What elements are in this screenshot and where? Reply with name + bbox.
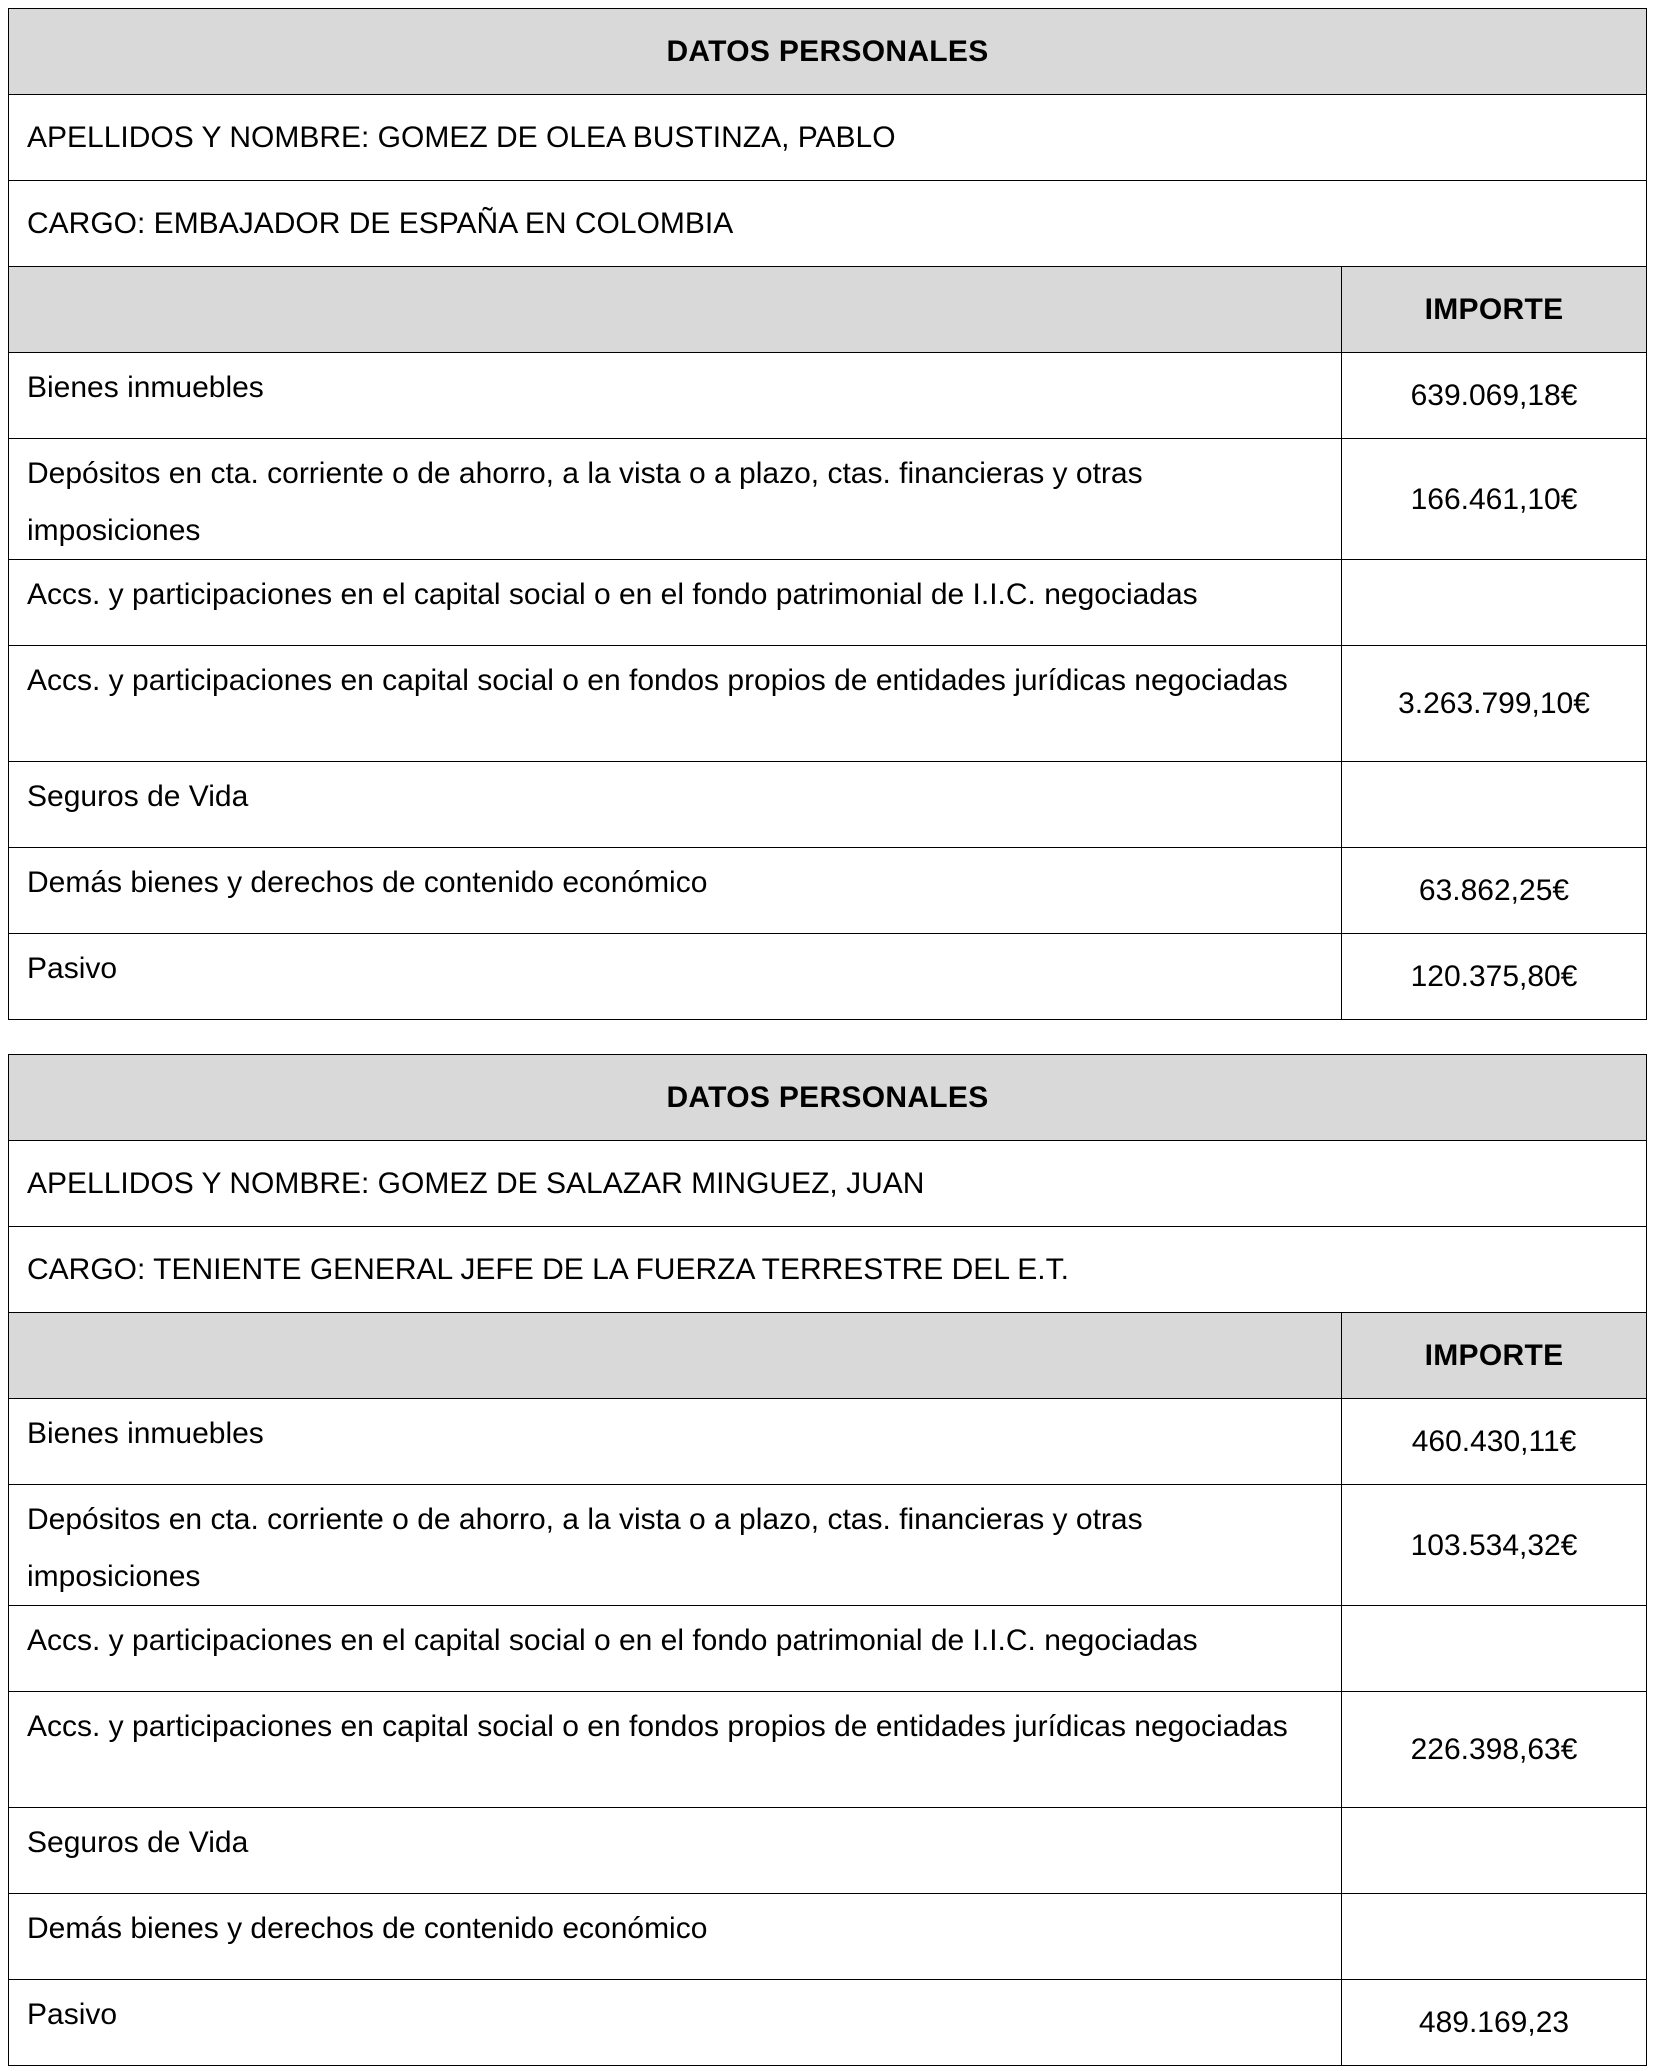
- row-label: Demás bienes y derechos de contenido económico: [9, 1894, 1342, 1980]
- row-label: Pasivo: [9, 934, 1342, 1020]
- row-label: Accs. y participaciones en el capital social o en el fondo patrimonial de I.I.C. negociadas: [9, 560, 1342, 646]
- table-row: [9, 848, 1647, 934]
- table-row: [9, 1485, 1647, 1606]
- amount-header: IMPORTE: [1342, 1313, 1647, 1399]
- amount-header-row: [9, 267, 1647, 353]
- table-row: [9, 1606, 1647, 1692]
- table-row: [9, 646, 1647, 762]
- row-amount: [1342, 1808, 1647, 1894]
- table-row: [9, 353, 1647, 439]
- row-amount: 489.169,23: [1342, 1980, 1647, 2066]
- name-line: APELLIDOS Y NOMBRE: GOMEZ DE SALAZAR MINGUEZ, JUAN: [9, 1141, 1647, 1227]
- name-row: [9, 1141, 1647, 1227]
- row-label: Bienes inmuebles: [9, 353, 1342, 439]
- row-amount: [1342, 762, 1647, 848]
- table-row: [9, 934, 1647, 1020]
- section-header-row: [9, 9, 1647, 95]
- declaration-table-1: [8, 8, 1647, 1020]
- row-amount: 120.375,80€: [1342, 934, 1647, 1020]
- table-row: [9, 1808, 1647, 1894]
- table-row: [9, 1980, 1647, 2066]
- position-row: [9, 181, 1647, 267]
- table-row: [9, 1692, 1647, 1808]
- position-row: [9, 1227, 1647, 1313]
- table-row: [9, 1399, 1647, 1485]
- row-label: Demás bienes y derechos de contenido económico: [9, 848, 1342, 934]
- declaration-table-2: [8, 1054, 1647, 2066]
- empty-header-cell: [9, 267, 1342, 353]
- empty-header-cell: [9, 1313, 1342, 1399]
- row-label: Accs. y participaciones en capital social o en fondos propios de entidades jurídicas negociadas: [9, 646, 1342, 762]
- row-amount: 460.430,11€: [1342, 1399, 1647, 1485]
- row-amount: [1342, 1894, 1647, 1980]
- section-title: DATOS PERSONALES: [9, 1055, 1647, 1141]
- section-header-row: [9, 1055, 1647, 1141]
- name-row: [9, 95, 1647, 181]
- row-amount: 639.069,18€: [1342, 353, 1647, 439]
- position-line: CARGO: TENIENTE GENERAL JEFE DE LA FUERZA TERRESTRE DEL E.T.: [9, 1227, 1647, 1313]
- row-label: Depósitos en cta. corriente o de ahorro, a la vista o a plazo, ctas. financieras y otras imposiciones: [9, 439, 1342, 560]
- table-row: [9, 439, 1647, 560]
- table-row: [9, 762, 1647, 848]
- section-title: DATOS PERSONALES: [9, 9, 1647, 95]
- row-amount: 3.263.799,10€: [1342, 646, 1647, 762]
- table-row: [9, 560, 1647, 646]
- name-line: APELLIDOS Y NOMBRE: GOMEZ DE OLEA BUSTINZA, PABLO: [9, 95, 1647, 181]
- row-label: Pasivo: [9, 1980, 1342, 2066]
- row-label: Bienes inmuebles: [9, 1399, 1342, 1485]
- row-amount: 63.862,25€: [1342, 848, 1647, 934]
- table-row: [9, 1894, 1647, 1980]
- row-label: Seguros de Vida: [9, 762, 1342, 848]
- row-amount: 166.461,10€: [1342, 439, 1647, 560]
- amount-header-row: [9, 1313, 1647, 1399]
- row-label: Accs. y participaciones en capital social o en fondos propios de entidades jurídicas negociadas: [9, 1692, 1342, 1808]
- row-amount: [1342, 1606, 1647, 1692]
- amount-header: IMPORTE: [1342, 267, 1647, 353]
- row-amount: [1342, 560, 1647, 646]
- row-amount: 226.398,63€: [1342, 1692, 1647, 1808]
- position-line: CARGO: EMBAJADOR DE ESPAÑA EN COLOMBIA: [9, 181, 1647, 267]
- row-label: Seguros de Vida: [9, 1808, 1342, 1894]
- row-label: Accs. y participaciones en el capital social o en el fondo patrimonial de I.I.C. negociadas: [9, 1606, 1342, 1692]
- row-label: Depósitos en cta. corriente o de ahorro, a la vista o a plazo, ctas. financieras y otras imposiciones: [9, 1485, 1342, 1606]
- row-amount: 103.534,32€: [1342, 1485, 1647, 1606]
